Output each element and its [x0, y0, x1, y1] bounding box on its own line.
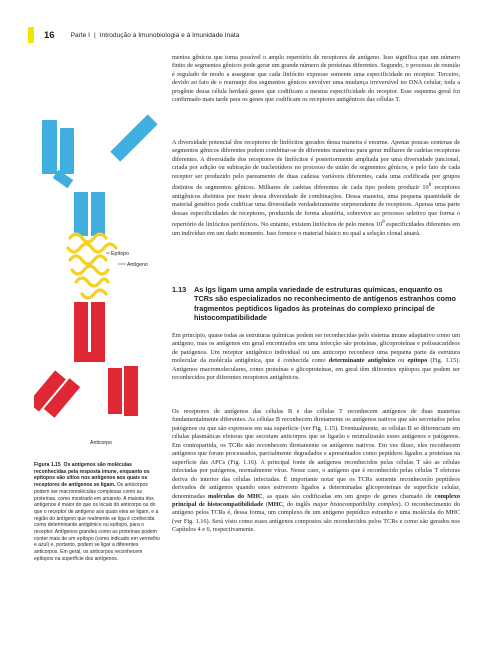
- lower-antibody: [34, 302, 138, 418]
- term-epitope: epítopo: [407, 357, 428, 365]
- paragraph-1-text: mentos gênicos que torna possível o amplo repertório de receptores de antígeno. Isso significa que um número finito de segmentos gênicos pode gerar um grande número de proteínas diferentes. Segundo, o processo de reunião é regulado de modo a assegurar que cada linfócito expresse somente uma especificidade no receptor. Terceiro, devido ao fato de o rearranjo dos segmentos gênicos envolver uma mudança irreversível no DNA celular, toda a progênie dessa célula herdará genes que codificam a mesma especificidade do receptor. Esse esquema geral foi confirmado mais tarde para os genes que codificam os receptores antigênicos das células T.: [172, 54, 460, 104]
- paragraph-2-text: A diversidade potencial dos receptores de linfócitos gerados dessa maneira é enorme. Apenas poucas centenas de segmentos gênicos diferentes podem combinar-se de diferentes maneiras para gerar milhares de cadeias receptoras diferentes. A diversidade dos receptores de linfócitos é posteriormente ampliada por uma diversidade juncional, criada por adição ou subtração de nucleotídeos no processo de união de segmentos gênicos, e pelo fato de cada receptor ser produzido pelo pareamento de duas cadeias variáveis diferentes, cada uma codificada por grupos distintos de segmentos gênicos. Milhares de cadeias diferentes de cada tipo podem produzir $10^8$ receptores antigênicos distintos por meio dessa diversidade de combinações. Dessa maneira, uma pequena quantidade de material genético pode codificar uma diversidade verdadeiramente surpreendente de receptores. Apenas uma parte dessas especificidades de receptores, produzida de forma aleatória, sobrevive ao processo seletivo que forma o repertório de linfócitos periféricos. No entanto, existem linfócitos de pelo menos $10^8$ especificidades diferentes em um indivíduo em um dado momento. Isso fornece o material básico no qual a seleção clonal atuará.: [172, 139, 460, 237]
- antibody-arm-left-inner: [60, 128, 74, 174]
- term-mhc-english: major histocompatibility complex: [312, 500, 399, 508]
- antibody-stem-right-lower: [91, 302, 105, 352]
- antibody-stem-left: [74, 192, 88, 236]
- antibody-arm-left: [42, 120, 57, 174]
- running-header: [28, 27, 239, 43]
- paragraph-1: [172, 54, 460, 105]
- figure-1-15: [34, 88, 164, 458]
- antibody-arm-right-lower: [108, 368, 122, 414]
- header-chapter-title: Introdução à Imunobiologia e à Imunidade Inata: [99, 31, 240, 39]
- antibody-stem-left-lower: [74, 302, 88, 352]
- antibody-arm-right-lower-inner: [124, 366, 138, 416]
- header-part: Parte I: [70, 31, 91, 39]
- upper-antibody: [42, 114, 158, 236]
- term-mhc: MHC: [267, 500, 283, 508]
- caption-title: Os antígenos são moléculas reconhecidas pela resposta imune, enquanto os epítopos são sítios nos antígenos aos quais os receptores de antígenos se ligam.: [34, 462, 150, 489]
- paragraph-4: [172, 408, 460, 535]
- term-mhc-complex: complexo principal de histocompatibilidade: [172, 492, 461, 508]
- antigen-protein: [68, 234, 126, 298]
- epitope-label: Epítopo: [111, 251, 129, 257]
- page-number: 16: [44, 29, 55, 41]
- antibody-hinge-lower: [74, 352, 105, 362]
- antibody-stem-right: [91, 192, 105, 236]
- antibody-label: Anticorpo: [90, 440, 112, 446]
- paragraph-3-text: Em princípio, quase todas as estruturas químicas podem ser reconhecidas pelo sistema imune adaptativo como um antígeno, mas os antígenos em geral encontrados em uma infecção são proteínas, glicoproteínas e polissacarídeos de patógenos. Um receptor antigênico individual ou um anticorpo reconhece uma pequena parte da estrutura molecular da molécula antigênica, que é conhecida como determinante antigênico ou epítopo (Fig. 1.15). Antígenos macromoleculares, como proteínas e glicoproteínas, em geral têm diferentes epítopos que podem ser reconhecidos por diferentes receptores antigênicos.: [172, 332, 461, 382]
- caption-figure-number: Figura 1.15: [34, 462, 61, 468]
- term-antigenic-determinant: determinante antigênico: [328, 357, 396, 365]
- caption-body: Os anticorpos podem ser macromoléculas complexas como as proteínas, como mostrado em amarelo. A maioria dos antígenos é maior do que os locais do anticorpo ou do que o receptor de antígeno aos quais eles se ligam, e a região do antígeno que realmente se liga é conhecida como determinante antigênico ou epítopo, para o receptor. Antígenos grandes como as proteínas podem conter mais de um epítopo (como indicado em vermelho e azul) e, portanto, podem se ligar a diferentes anticorpos. Em geral, os anticorpos reconhecem epítopos na superfície dos antígenos.: [34, 482, 160, 562]
- section-title: As Igs ligam uma ampla variedade de estruturas químicas, enquanto os TCRs são especializados no reconhecimento de antígenos estranhos como fragmentos peptídicos ligados às proteínas do complexo principal de histocompatibilidade: [194, 285, 456, 322]
- figure-caption: [34, 462, 162, 563]
- antigen-chain: [68, 234, 116, 298]
- antibody-arm-right-inner: [122, 114, 157, 149]
- antigen-label: Antígeno: [127, 262, 148, 268]
- paragraph-4-text: Os receptores de antígenos das células B e das células T reconhecem antígenos de duas maneiras fundamentalmente diferentes. As células B reconhecem diretamente os antígenos nativos que são secretados pelos patógenos ou que são expressos em sua superfície (ver Fig. 1.15). Eventualmente, as células B se diferenciam em células plasmáticas efetoras que secretam anticorpos que se ligarão e neutralizarão esses antígenos e patógenos. Em contrapartida, os TCRs não reconhecem diretamente os antígenos nativos. Em vez disso, eles reconhecem antígenos que foram processados, parcialmente degradados e apresentados como peptídeos ligados a proteínas na superfície das APCs (Fig. 1.16). A principal fonte de antígenos reconhecidos pelas células T são as células infectadas por patógenos, normalmente vírus. Nesse caso, o antígeno que é reconhecido pelas células T efetoras deriva do interior das células infectadas. É importante notar que os TCRs somente reconhecerão peptídeos derivados de antígenos quando estes estiverem ligados a determinadas glicoproteínas de superfície celular, denominadas moléculas do MHC, as quais são codificadas em um grupo de genes chamado de complexo principal de histocompatibilidade (MHC, do inglês major histocompatibility complex). O reconhecimento do antígeno pelos TCRs é, dessa forma, um complexo de um antígeno peptídico estranho e uma molécula do MHC (ver Fig. 1.16). Será visto como esses antígenos compostos são reconhecidos pelos TCRs e como são gerados nos Capítulos 4 e 6, respectivamente.: [172, 408, 461, 534]
- header-separator: |: [94, 31, 96, 39]
- term-mhc-molecules: moléculas do MHC: [208, 492, 263, 500]
- header-color-bar: [28, 27, 34, 43]
- paragraph-3: [172, 332, 460, 383]
- paragraph-2: [172, 139, 460, 238]
- section-number: 1.13: [172, 285, 187, 294]
